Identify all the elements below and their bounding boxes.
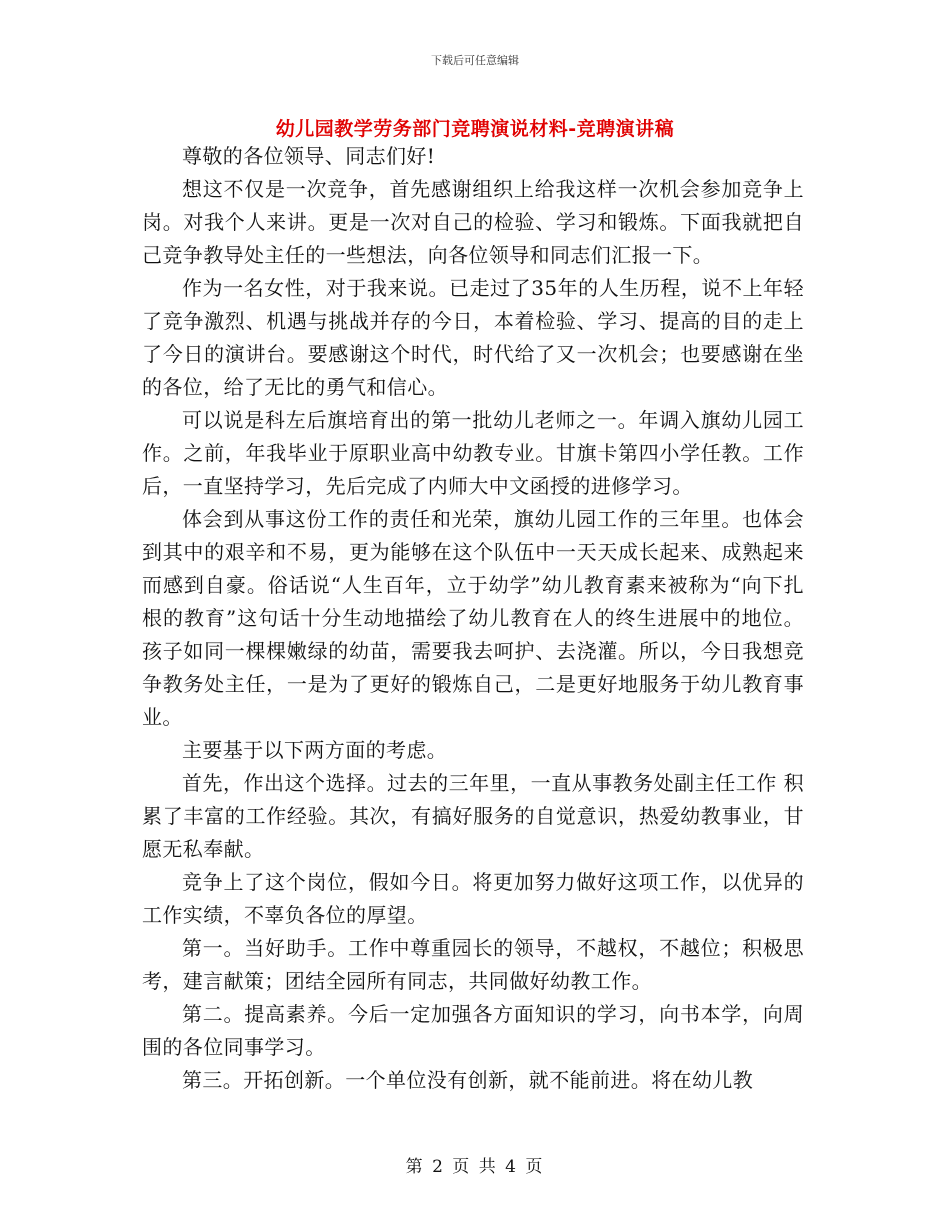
body-paragraph: 第一。当好助手。工作中尊重园长的领导，不越权，不越位；积极思考，建言献策；团结全园所有同志，共同做好幼教工作。 xyxy=(142,936,804,993)
body-paragraph: 竞争上了这个岗位，假如今日。将更加努力做好这项工作，以优异的工作实绩，不辜负各位的厚望。 xyxy=(142,870,804,927)
body-paragraph: 体会到从事这份工作的责任和光荣，旗幼儿园工作的三年里。也体会到其中的艰辛和不易，更为能够在这个队伍中一天天成长起来、成熟起来而感到自豪。俗话说“人生百年，立于幼学”幼儿教育素来被称为“向下扎根的教育”这句话十分生动地描绘了幼儿教育在人的终生进展中的地位。孩子如同一棵棵嫩绿的幼苗，需要我去呵护、去浇灌。所以，今日我想竞争教务处主任，一是为了更好的锻炼自己，二是更好地服务于幼儿教育事业。 xyxy=(142,507,804,729)
body-paragraph: 第三。开拓创新。一个单位没有创新，就不能前进。将在幼儿教 xyxy=(182,1068,754,1092)
body-paragraph: 第二。提高素养。今后一定加强各方面知识的学习，向书本学，向周围的各位同事学习。 xyxy=(142,1002,804,1059)
document-body xyxy=(142,140,804,1097)
page-number-footer: 第 2 页 共 4 页 xyxy=(405,1157,545,1177)
body-paragraph: 想这不仅是一次竞争，首先感谢组织上给我这样一次机会参加竞争上岗。对我个人来讲。更是一次对自己的检验、学习和锻炼。下面我就把自己竞争教导处主任的一些想法，向各位领导和同志们汇报一下。 xyxy=(142,177,804,267)
body-paragraph: 可以说是科左后旗培育出的第一批幼儿老师之一。年调入旗幼儿园工作。之前，年我毕业于原职业高中幼教专业。甘旗卡第四小学任教。工作后，一直坚持学习，先后完成了内师大中文函授的进修学习。 xyxy=(142,408,804,498)
salutation-paragraph: 尊敬的各位领导、同志们好! xyxy=(182,144,436,168)
body-paragraph: 首先，作出这个选择。过去的三年里，一直从事教务处副主任工作 积累了丰富的工作经验。其次，有搞好服务的自觉意识，热爱幼教事业，甘愿无私奉献。 xyxy=(142,771,804,861)
document-title: 幼儿园教学劳务部门竞聘演说材料-竞聘演讲稿 xyxy=(275,118,675,140)
header-note: 下载后可任意编辑 xyxy=(431,54,519,67)
body-paragraph: 主要基于以下两方面的考虑。 xyxy=(182,738,448,762)
body-paragraph: 作为一名女性，对于我来说。已走过了35年的人生历程，说不上年轻了竞争激烈、机遇与挑战并存的今日，本着检验、学习、提高的目的走上了今日的演讲台。要感谢这个时代，时代给了又一次机会；也要感谢在坐的各位，给了无比的勇气和信心。 xyxy=(142,276,804,399)
